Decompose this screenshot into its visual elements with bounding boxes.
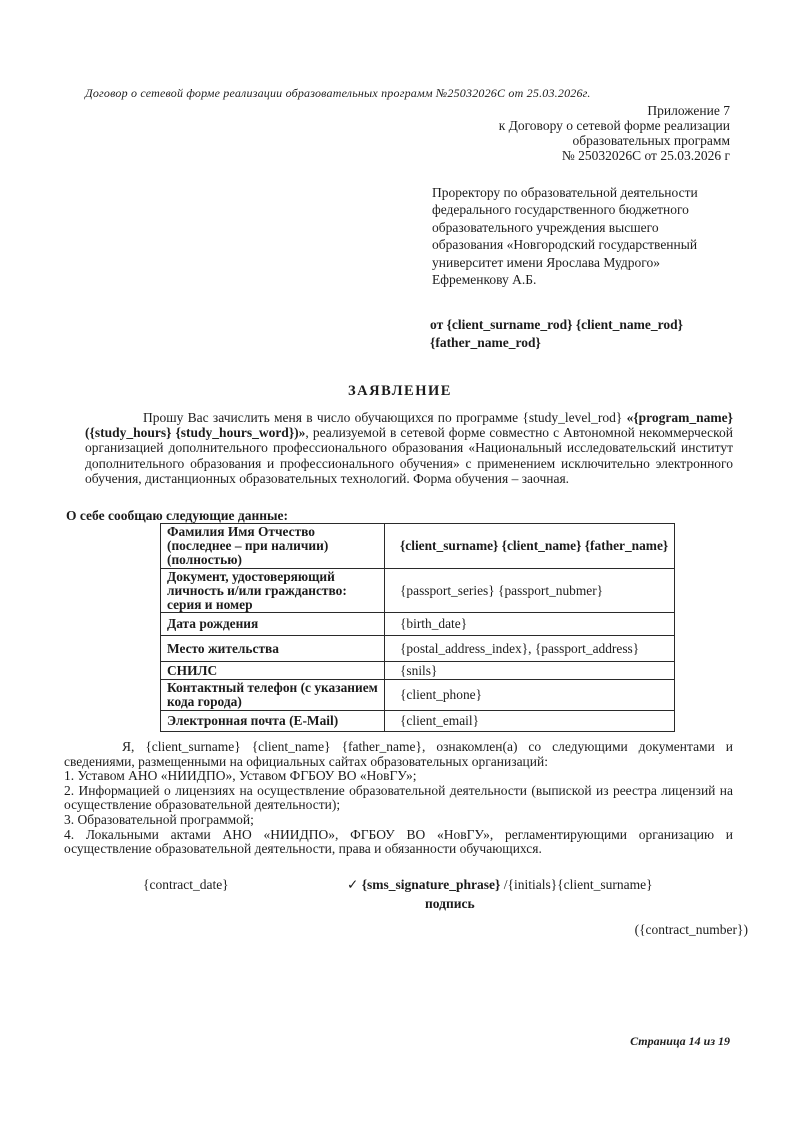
appendix-line: к Договору о сетевой форме реализации [498,118,730,133]
contract-reference-line: Договор о сетевой форме реализации образовательных программ №25032026С от 25.03.2026г. [85,86,591,100]
addressee-line: образовательного учреждения высшего [432,219,659,235]
row-value: {passport_series} {passport_nubmer} [385,568,675,613]
application-title: ЗАЯВЛЕНИЕ [348,383,452,399]
row-label: Контактный телефон (с указанием кода города) [161,680,385,711]
request-lead: Прошу Вас зачислить меня в число обучающихся по программе {study_level_rod} [143,410,627,425]
addressee-line: университет имени Ярослава Мудрого» [432,254,660,270]
signature-phrase: {sms_signature_phrase} [361,877,501,892]
appendix-line: Приложение 7 [647,103,730,118]
checkmark-icon: ✓ [347,877,362,892]
row-value: {snils} [385,662,675,680]
signature-line [347,877,653,893]
addressee-line: федерального государственного бюджетного [432,202,689,218]
row-value: {client_surname} {client_name} {father_name} [385,524,675,569]
table-row [161,662,675,680]
row-value: {client_email} [385,711,675,732]
addressee-line: Проректору по образовательной деятельности [432,185,698,200]
row-value: {client_phone} [385,680,675,711]
row-value: {birth_date} [385,613,675,636]
signature-date: {contract_date} [143,877,229,892]
contract-number: ({contract_number}) [634,922,748,937]
acknowledgment-intro: Я, {client_surname} {client_name} {father_name}, ознакомлен(а) со следующими документами и сведениями, размещенными на официальных сайтах образовательных организаций: [64,739,733,769]
row-label: СНИЛС [161,662,385,680]
row-label: Место жительства [161,636,385,662]
addressee-block [432,184,734,288]
applicant-from-line: от {client_surname_rod} {client_name_rod} [430,317,683,332]
row-value: {postal_address_index}, {passport_address} [385,636,675,662]
request-paragraph [85,410,733,486]
request-tail: , реализуемой в сетевой форме совместно с Автономной некоммерческой организацией дополнительного профессионального образования «Национальный исследовательский институт дополнительного образования и профессионального обучения» с применением исключительно электронного обучения, дистанционных образовательных технологий. Форма обучения – заочная. [85,425,733,486]
addressee-line: образования «Новгородский государственный [432,237,698,253]
appendix-block [499,103,730,163]
row-label: Документ, удостоверяющий личность и/или гражданство: серия и номер [161,568,385,613]
applicant-from-line: {father_name_rod} [430,335,541,350]
acknowledgment-item: 3. Образовательной программой; [64,811,254,827]
acknowledgment-item: 2. Информацией о лицензиях на осуществление образовательной деятельности (выпиской из реестра лицензий на осуществление образовательной деятельности); [64,782,733,813]
acknowledgment-item: 1. Уставом АНО «НИИДПО», Уставом ФГБОУ ВО «НовГУ»; [64,768,417,784]
signature-caption: подпись [425,896,475,911]
appendix-line: образовательных программ [572,133,730,148]
table-row [161,711,675,732]
table-row [161,568,675,613]
page-number-footer: Страница 14 из 19 [630,1034,730,1048]
row-label: Дата рождения [161,613,385,636]
applicant-from-block [430,316,732,352]
program-name-bold: «{program_name} ({study_hours} {study_hours_word})» [85,410,733,441]
personal-data-heading: О себе сообщаю следующие данные: [66,508,289,523]
row-label: Электронная почта (E-Mail) [161,711,385,732]
addressee-line: Ефременкову А.Б. [432,272,537,288]
acknowledgment-block [64,740,733,857]
row-label: Фамилия Имя Отчество (последнее – при наличии) (полностью) [161,524,385,569]
signature-initials: /{initials}{client_surname} [500,877,653,892]
table-row [161,613,675,636]
appendix-line: № 25032026С от 25.03.2026 г [561,148,730,163]
table-row [161,524,675,569]
personal-data-table [160,523,675,732]
table-row [161,680,675,711]
table-row [161,636,675,662]
acknowledgment-item: 4. Локальными актами АНО «НИИДПО», ФГБОУ ВО «НовГУ», регламентирующими организацию и осуществление образовательной деятельности, права и обязанности обучающихся. [64,826,733,857]
